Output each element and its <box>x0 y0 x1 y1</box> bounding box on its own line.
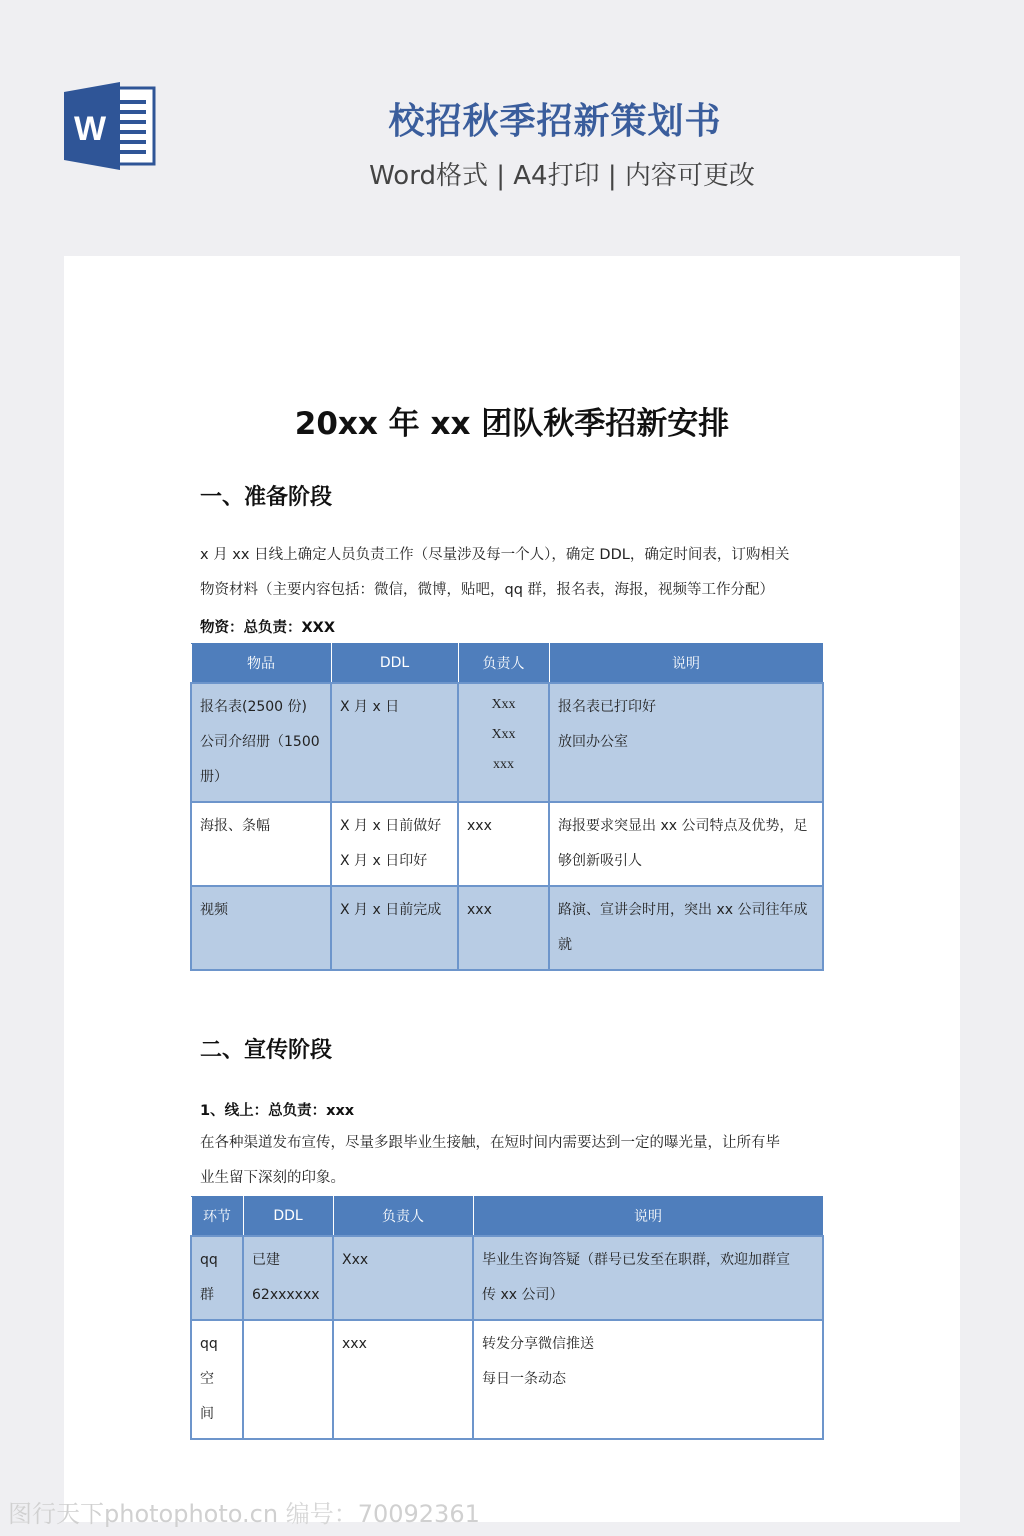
cell-note <box>549 802 823 886</box>
materials-table <box>190 643 824 971</box>
col-header-ddl: DDL <box>243 1197 333 1237</box>
cell-note <box>549 683 823 802</box>
table-header-row <box>191 644 823 684</box>
banner-subtitle: Word格式 | A4打印 | 内容可更改 <box>369 161 755 191</box>
cell-text: 海报要求突显出 xx 公司特点及优势，足 <box>558 818 808 834</box>
cell-note <box>473 1320 823 1439</box>
paragraph-line: x 月 xx 日线上确定人员负责工作（尽量涉及每一个人），确定 DDL，确定时间表，订购相关 <box>200 547 790 563</box>
cell-text: X 月 x 日 <box>340 699 400 715</box>
cell-text: 册） <box>200 769 228 785</box>
paragraph-line: 在各种渠道发布宣传，尽量多跟毕业生接触，在短时间内需要达到一定的曝光量，让所有毕 <box>200 1135 780 1151</box>
cell-owner <box>458 886 549 970</box>
cell-text: xxx <box>493 757 514 772</box>
promotion-table <box>190 1196 824 1440</box>
cell-text: X 月 x 日前做好 <box>340 818 442 834</box>
col-header-item: 物品 <box>191 644 331 684</box>
cell-owner <box>333 1236 473 1320</box>
cell-text: xxx <box>467 818 492 834</box>
cell-text: Xxx <box>342 1252 369 1268</box>
cell-text: xxx <box>467 902 492 918</box>
table-row <box>191 886 823 970</box>
cell-text: 报名表(2500 份) <box>200 699 308 715</box>
table-row <box>191 683 823 802</box>
cell-ddl <box>331 802 458 886</box>
section1-paragraph <box>200 538 830 608</box>
cell-owner <box>333 1320 473 1439</box>
cell-text: qq 群 <box>200 1252 218 1303</box>
cell-text: 公司介绍册（1500 <box>200 734 320 750</box>
cell-ddl <box>331 886 458 970</box>
cell-text: 海报、条幅 <box>200 818 270 834</box>
banner-title: 校招秋季招新策划书 <box>388 101 722 142</box>
cell-owner <box>458 683 549 802</box>
section-heading-preparation: 一、准备阶段 <box>200 485 333 510</box>
banner <box>0 0 1024 256</box>
watermark-id: 70092361 <box>357 1500 480 1528</box>
cell-text: 间 <box>200 1406 214 1422</box>
cell-stage <box>191 1320 243 1439</box>
watermark <box>8 1494 480 1529</box>
cell-text: qq 空 <box>200 1336 218 1387</box>
col-header-owner: 负责人 <box>333 1197 473 1237</box>
watermark-id-label: 编号： <box>285 1500 358 1528</box>
table-header-row <box>191 1197 823 1237</box>
word-icon-letter: W <box>73 110 107 148</box>
cell-text: Xxx <box>491 697 516 712</box>
cell-text: 视频 <box>200 902 228 918</box>
materials-label: 物资：总负责：XXX <box>200 620 336 636</box>
table-row <box>191 1236 823 1320</box>
col-header-ddl: DDL <box>331 644 458 684</box>
table-row <box>191 1320 823 1439</box>
cell-note <box>473 1236 823 1320</box>
cell-text: 62xxxxxx <box>252 1287 320 1303</box>
cell-text: 传 xx 公司） <box>482 1287 564 1303</box>
cell-text: X 月 x 日印好 <box>340 853 428 869</box>
document-title: 20xx 年 xx 团队秋季招新安排 <box>294 406 730 442</box>
table-row <box>191 802 823 886</box>
cell-text: 就 <box>558 937 572 953</box>
cell-text: 报名表已打印好 <box>558 699 656 715</box>
cell-owner <box>458 802 549 886</box>
cell-text: 已建 <box>252 1252 280 1268</box>
cell-ddl <box>243 1320 333 1439</box>
cell-ddl <box>243 1236 333 1320</box>
cell-item <box>191 802 331 886</box>
cell-item <box>191 886 331 970</box>
cell-text: 路演、宣讲会时用，突出 xx 公司往年成 <box>558 902 808 918</box>
col-header-note: 说明 <box>473 1197 823 1237</box>
section-heading-promotion: 二、宣传阶段 <box>200 1038 333 1063</box>
paragraph-line: 业生留下深刻的印象。 <box>200 1170 345 1186</box>
col-header-note: 说明 <box>549 644 823 684</box>
cell-text: xxx <box>342 1336 367 1352</box>
cell-text: 每日一条动态 <box>482 1371 566 1387</box>
cell-text: 够创新吸引人 <box>558 853 642 869</box>
watermark-label: 图行天下photophoto.cn <box>8 1500 279 1528</box>
cell-ddl <box>331 683 458 802</box>
col-header-stage: 环节 <box>191 1197 243 1237</box>
cell-text: 放回办公室 <box>558 734 628 750</box>
cell-text: Xxx <box>491 727 516 742</box>
section2-paragraph <box>200 1126 830 1196</box>
col-header-owner: 负责人 <box>458 644 549 684</box>
online-label: 1、线上：总负责：xxx <box>200 1103 355 1119</box>
cell-text: X 月 x 日前完成 <box>340 902 442 918</box>
cell-note <box>549 886 823 970</box>
cell-text: 毕业生咨询答疑（群号已发至在职群，欢迎加群宣 <box>482 1252 790 1268</box>
cell-item <box>191 683 331 802</box>
paragraph-line: 物资材料（主要内容包括：微信，微博，贴吧，qq 群，报名表，海报，视频等工作分配） <box>200 582 775 598</box>
cell-stage <box>191 1236 243 1320</box>
cell-text: 转发分享微信推送 <box>482 1336 594 1352</box>
